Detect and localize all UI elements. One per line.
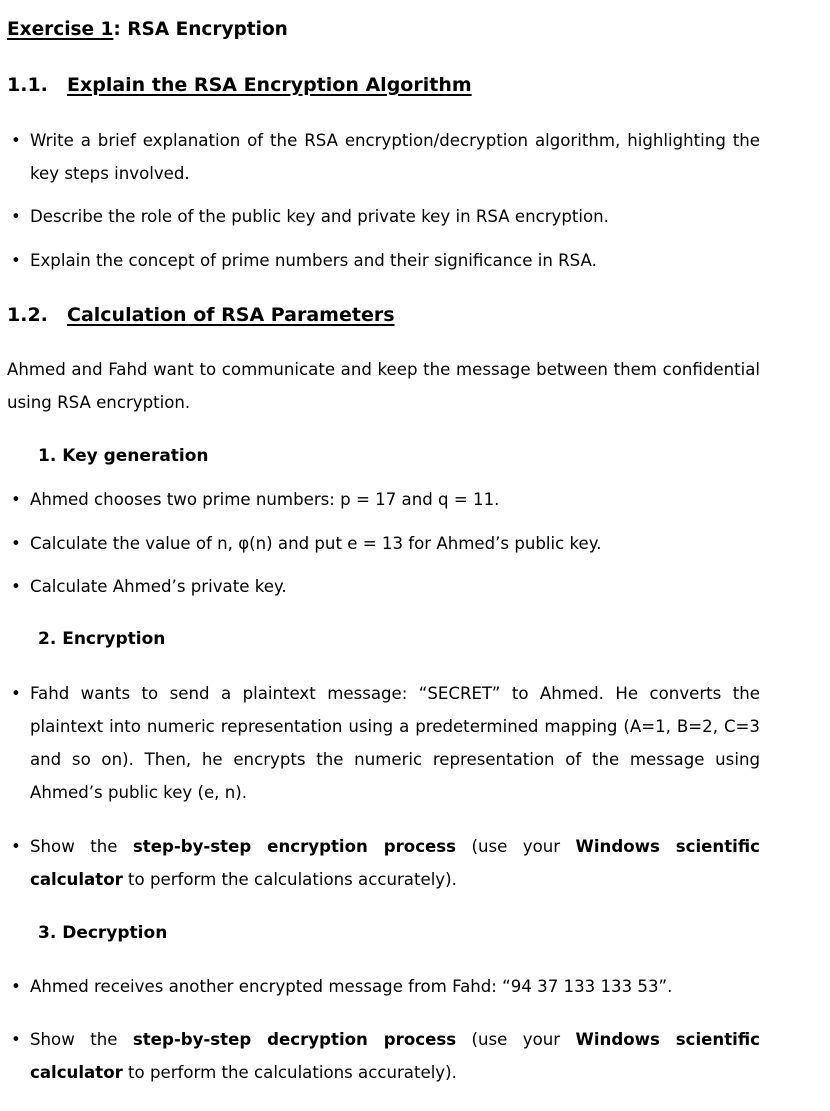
list-item: • Explain the concept of prime numbers and their significance in RSA. [7, 244, 760, 277]
section-1-2-heading: 1.2. Calculation of RSA Parameters [7, 304, 395, 326]
exercise-title: Exercise 1: RSA Encryption [7, 19, 288, 40]
list-item: • Show the step-by-step encryption process (use your Windows scientific calculator to perform the calculations accurately). [7, 830, 760, 896]
list-item: • Write a brief explanation of the RSA encryption/decryption algorithm, highlighting the key steps involved. [7, 124, 760, 190]
list-item: • Ahmed chooses two prime numbers: p = 17 and q = 11. [7, 483, 760, 516]
list-item: • Calculate the value of n, φ(n) and put e = 13 for Ahmed’s public key. [7, 527, 760, 560]
list-item: • Ahmed receives another encrypted message from Fahd: “94 37 133 133 53”. [7, 970, 760, 1003]
key-generation-heading: 1. Key generation [38, 446, 209, 466]
decryption-heading: 3. Decryption [38, 923, 168, 943]
encryption-heading: 2. Encryption [38, 629, 166, 649]
list-item: • Show the step-by-step decryption process (use your Windows scientific calculator to perform the calculations accurately). [7, 1023, 760, 1089]
intro-paragraph: Ahmed and Fahd want to communicate and keep the message between them confidential using RSA encryption. [7, 360, 760, 412]
section-1-1-heading: 1.1. Explain the RSA Encryption Algorithm [7, 74, 472, 96]
list-item: • Describe the role of the public key and private key in RSA encryption. [7, 200, 760, 233]
list-item: • Calculate Ahmed’s private key. [7, 570, 760, 603]
list-item: • Fahd wants to send a plaintext message: “SECRET” to Ahmed. He converts the plaintext into numeric representation using a predetermined mapping (A=1, B=2, C=3 and so on). Then, he encrypts the numeric representation of the message using Ahmed’s public key (e, n). [7, 677, 760, 809]
